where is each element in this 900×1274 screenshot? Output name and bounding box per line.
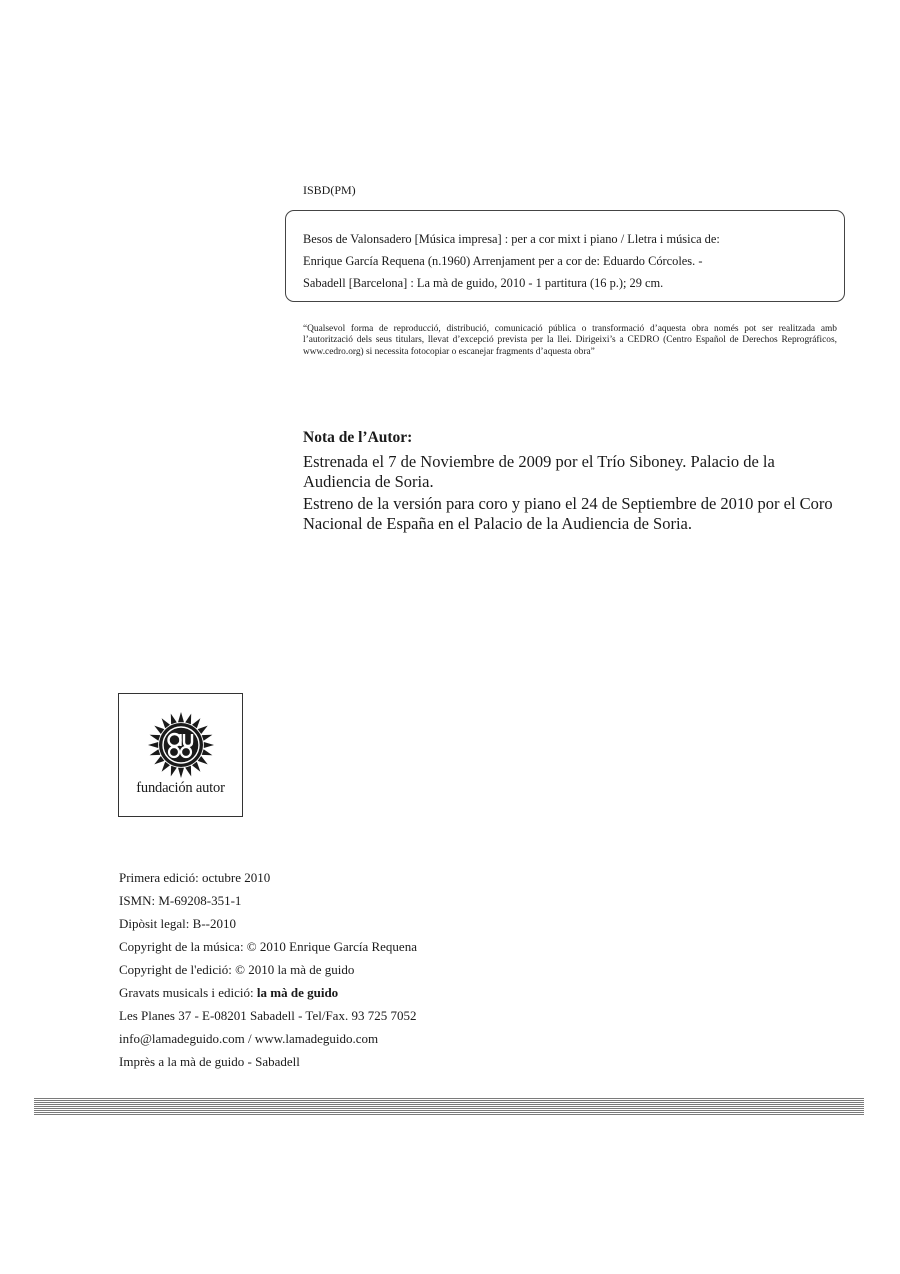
music-copyright: Copyright de la música: © 2010 Enrique García Requena	[119, 939, 417, 954]
legal-deposit: Dipòsit legal: B--2010	[119, 916, 236, 931]
publisher-name: la mà de guido	[256, 985, 339, 1000]
logo-ray	[202, 749, 213, 755]
catalog-record-box	[285, 210, 845, 302]
logo-ray	[150, 735, 161, 741]
edition-copyright: Copyright de l'edició: © 2010 la mà de guido	[119, 962, 355, 977]
logo-ray	[171, 714, 177, 725]
fundacion-autor-logo	[118, 693, 243, 817]
catalog-line-publication: Sabadell [Barcelona] : La mà de guido, 2010 - 1 partitura (16 p.); 29 cm.	[303, 276, 664, 290]
engraving-credit	[119, 981, 417, 1004]
ismn: ISMN: M-69208-351-1	[119, 893, 242, 908]
logo-ray	[150, 749, 161, 755]
author-note-choir-premiere: Estreno de la versión para coro y piano el 24 de Septiembre de 2010 por el Coro Nacional de España en el Palacio de la Audiencia de Soria.	[303, 494, 833, 533]
logo-caption: fundación autor	[136, 780, 225, 796]
publisher-contact: info@lamadeguido.com / www.lamadeguido.com	[119, 1031, 379, 1046]
edition-credits	[119, 866, 417, 1073]
catalog-line-title: Besos de Valonsadero [Música impresa] : per a cor mixt i piano / Lletra i música de:	[303, 232, 720, 246]
printer: Imprès a la mà de guido - Sabadell	[119, 1054, 300, 1069]
publisher-address: Les Planes 37 - E-08201 Sabadell - Tel/Fax. 93 725 7052	[119, 1008, 417, 1023]
fundacion-autor-logo-icon	[146, 710, 216, 780]
decorative-staff-rule	[34, 1098, 864, 1115]
engraving-label: Gravats musicals i edició:	[119, 985, 257, 1000]
isbd-label: ISBD(PM)	[303, 183, 356, 197]
logo-ray	[178, 712, 184, 722]
author-note-premiere: Estrenada el 7 de Noviembre de 2009 por el Trío Siboney. Palacio de la Audiencia de Soria.	[303, 452, 775, 491]
copyright-legal-notice: “Qualsevol forma de reproducció, distribució, comunicació pública o transformació d’aquesta obra només pot ser realitzada amb l’autorització dels seus titulars, llevat d’excepció prevista per la llei. Dirigeixi’s a CEDRO (Centro Español de Derechos Reprográficos, www.cedro.org) si necessita fotocopiar o escanejar fragments d’aquesta obra”	[303, 324, 837, 357]
logo-ray	[185, 714, 191, 725]
author-note-title: Nota de l’Autor:	[303, 429, 413, 446]
first-edition: Primera edició: octubre 2010	[119, 870, 271, 885]
logo-ray	[178, 768, 184, 778]
catalog-line-authors: Enrique García Requena (n.1960) Arrenjament per a cor de: Eduardo Córcoles. -	[303, 254, 703, 268]
logo-ray	[185, 766, 191, 777]
logo-ray	[202, 735, 213, 741]
logo-ray	[148, 742, 158, 748]
author-note	[303, 428, 843, 536]
logo-ray	[171, 766, 177, 777]
logo-ray	[204, 742, 214, 748]
